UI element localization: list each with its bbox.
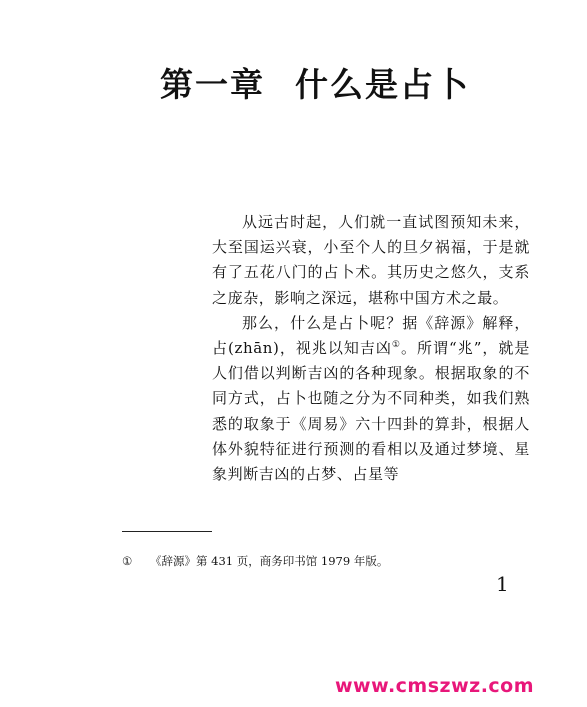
footnote-reference[interactable]: ① [391, 340, 401, 351]
paragraph: 那么，什么是占卜呢？据《辞源》解释，占(zhān)，视兆以知吉凶①。所谓“兆”，就是人们借以判断吉凶的各种现象。根据取象的不同方式，占卜也随之分为不同种类，如我们熟悉的取象于《周易》六十四卦的算卦，根据人体外貌特征进行预测的看相以及通过梦境、星象判断吉凶的占梦、占星等 [212, 313, 530, 484]
chapter-heading [160, 65, 470, 104]
chapter-number: 第一章 [160, 65, 265, 104]
body-text [212, 210, 530, 487]
page-number: 1 [496, 572, 509, 596]
footnote-text: 《辞源》第 431 页，商务印书馆 1979 年版。 [150, 554, 389, 568]
footnote [122, 553, 388, 569]
chapter-title: 什么是占卜 [295, 65, 470, 104]
footnote-marker: ① [122, 554, 133, 568]
watermark: www.cmszwz.com [335, 675, 535, 697]
footnote-divider [122, 531, 212, 532]
paragraph: 从远古时起，人们就一直试图预知未来，大至国运兴衰，小至个人的旦夕祸福，于是就有了五花八门的占卜术。其历史之悠久，支系之庞杂，影响之深远，堪称中国方术之最。 [212, 213, 530, 307]
